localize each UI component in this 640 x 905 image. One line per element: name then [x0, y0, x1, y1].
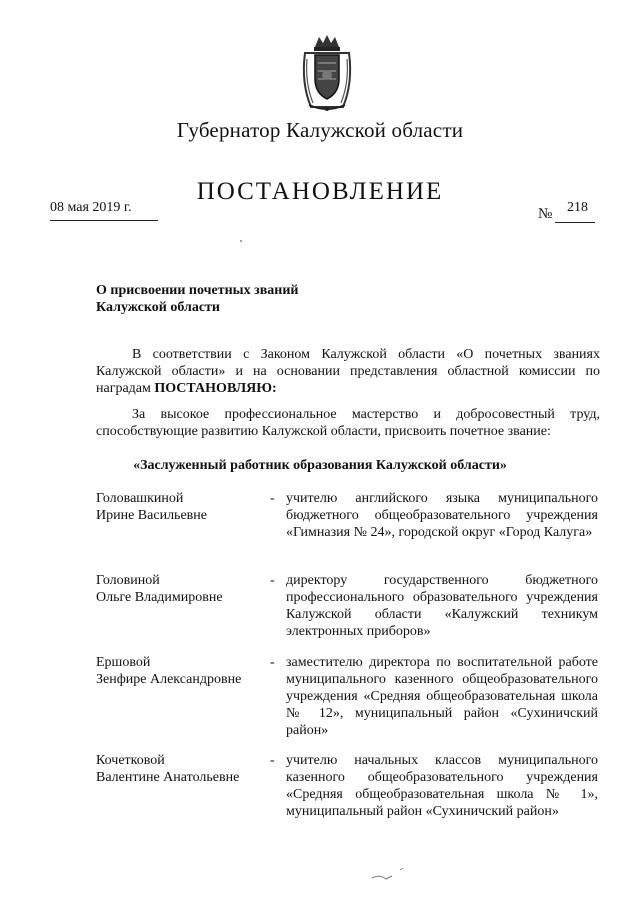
- document-number: 218: [567, 200, 588, 215]
- number-label: №: [538, 206, 553, 222]
- entry-dash: -: [270, 753, 275, 768]
- recipient-given-name: Ирине Васильевне: [96, 508, 207, 523]
- recipient-given-name: Ольге Владимировне: [96, 590, 223, 605]
- entry-dash: -: [270, 655, 275, 670]
- document-type: ПОСТАНОВЛЕНИЕ: [196, 178, 444, 205]
- recipient-position: учителю начальных классов муниципального казенного общеобразовательного учреждения «Средняя общеобразовательная школа № 1», муниципальный район «Сухиничский район»: [286, 753, 598, 819]
- document-date: 08 мая 2019 г.: [50, 200, 158, 221]
- recipient-name: [96, 572, 266, 606]
- recipient-surname: Головиной: [96, 573, 160, 588]
- preamble-paragraph: [96, 346, 600, 397]
- coat-of-arms-icon: [297, 33, 357, 115]
- scan-mark: [370, 866, 410, 886]
- recipient-name: [96, 490, 266, 524]
- subject-line-1: О присвоении почетных званий: [96, 283, 299, 298]
- entry-dash: -: [270, 573, 275, 588]
- subject-line-2: Калужской области: [96, 300, 220, 315]
- recipient-name: [96, 752, 266, 786]
- recipient-position: заместителю директора по воспитательной работе муниципального казенного общеобразовательного учреждения «Средняя общеобразовательная школа № 12», муниципальный район «Сухиничский район»: [286, 655, 598, 738]
- recipient-surname: Ершовой: [96, 655, 151, 670]
- document-subject: [96, 282, 396, 316]
- recipient-position: учителю английского языка муниципального бюджетного общеобразовательного учреждения «Гимназия № 24», городской округ «Город Калуга»: [286, 491, 598, 540]
- number-underline: [555, 222, 595, 223]
- recipient-given-name: Зенфире Александровне: [96, 672, 242, 687]
- entry-dash: -: [270, 491, 275, 506]
- scan-dot: [240, 240, 242, 242]
- award-title: «Заслуженный работник образования Калужской области»: [133, 458, 507, 473]
- preamble-text: В соответствии с Законом Калужской области «О почетных званиях Калужской области» и на основании представления областной комиссии по наградам: [96, 347, 600, 396]
- recipient-surname: Головашкиной: [96, 491, 184, 506]
- authority-title: Губернатор Калужской области: [176, 118, 464, 142]
- recipient-given-name: Валентине Анатольевне: [96, 770, 240, 785]
- decree-paragraph: За высокое профессиональное мастерство и добросовестный труд, способствующие развитию Калужской области, присвоить почетное звание:: [96, 407, 600, 439]
- recipient-name: [96, 654, 266, 688]
- recipient-surname: Кочетковой: [96, 753, 165, 768]
- recipient-position: директору государственного бюджетного профессионального образовательного учреждения Калужской области «Калужский техникум электронных приборов»: [286, 573, 598, 639]
- resolve-word: ПОСТАНОВЛЯЮ:: [154, 381, 277, 396]
